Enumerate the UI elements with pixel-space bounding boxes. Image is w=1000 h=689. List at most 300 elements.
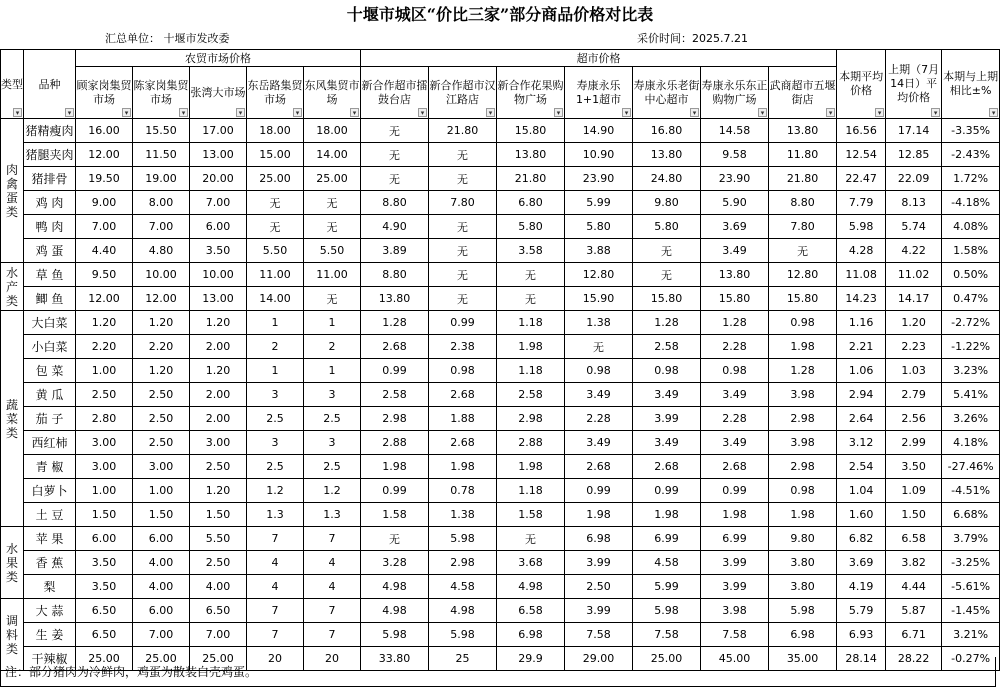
price-cell: 6.58 — [497, 599, 565, 623]
prev-price-cell: 1.09 — [886, 479, 942, 503]
price-cell: 1.00 — [133, 479, 190, 503]
filter-dropdown-icon[interactable]: ▾ — [293, 108, 302, 117]
item-name-cell: 鲫 鱼 — [24, 287, 76, 311]
change-cell: 4.18% — [942, 431, 1000, 455]
category-cell — [1, 527, 24, 599]
price-cell: 7.00 — [190, 191, 247, 215]
price-cell: 2.98 — [497, 407, 565, 431]
price-cell: 5.98 — [769, 599, 837, 623]
header-market-label: 东岳路集贸市场 — [247, 78, 303, 106]
price-cell: 1.20 — [190, 311, 247, 335]
price-cell: 2.68 — [701, 455, 769, 479]
price-cell: 0.99 — [361, 479, 429, 503]
price-cell: 1.98 — [565, 503, 633, 527]
change-cell: 1.72% — [942, 167, 1000, 191]
header-super-group: 超市价格 — [361, 50, 837, 67]
table-row — [1, 599, 1000, 623]
price-cell: 无 — [361, 119, 429, 143]
price-cell: 3.89 — [361, 239, 429, 263]
item-name-cell: 鸭 肉 — [24, 215, 76, 239]
prev-price-cell: 12.85 — [886, 143, 942, 167]
item-name-cell: 白萝卜 — [24, 479, 76, 503]
price-cell: 11.80 — [769, 143, 837, 167]
price-cell: 4 — [247, 551, 304, 575]
header-super-label: 寿康永乐老街中心超市 — [633, 78, 700, 106]
header-super-3[interactable] — [497, 67, 565, 119]
price-cell: 12.80 — [565, 263, 633, 287]
price-cell: 2.58 — [361, 383, 429, 407]
price-cell: 19.50 — [76, 167, 133, 191]
table-row — [1, 167, 1000, 191]
header-market-label: 张湾大市场 — [190, 85, 246, 99]
header-category[interactable] — [1, 50, 24, 119]
table-row — [1, 407, 1000, 431]
price-cell: 1.20 — [133, 359, 190, 383]
price-cell: 8.80 — [361, 191, 429, 215]
price-cell: 4.00 — [133, 551, 190, 575]
price-cell: 1.00 — [76, 479, 133, 503]
price-cell: 0.98 — [701, 359, 769, 383]
change-cell: 3.79% — [942, 527, 1000, 551]
price-cell: 15.90 — [565, 287, 633, 311]
header-market-label: 东风集贸市场 — [304, 78, 360, 106]
change-cell: 4.08% — [942, 215, 1000, 239]
price-comparison-table — [0, 49, 1000, 671]
price-cell: 2.5 — [304, 407, 361, 431]
header-market-2[interactable] — [133, 67, 190, 119]
price-cell: 5.80 — [633, 215, 701, 239]
price-cell: 3.99 — [565, 599, 633, 623]
header-prev[interactable] — [886, 50, 942, 119]
header-market-label: 陈家岗集贸市场 — [133, 78, 189, 106]
price-cell: 15.80 — [701, 287, 769, 311]
prev-price-cell: 11.02 — [886, 263, 942, 287]
avg-price-cell: 3.12 — [837, 431, 886, 455]
header-avg[interactable] — [837, 50, 886, 119]
price-cell: 7.58 — [633, 623, 701, 647]
price-cell: 5.50 — [247, 239, 304, 263]
header-change-label: 本期与上期相比±% — [943, 70, 999, 97]
price-cell: 7 — [304, 527, 361, 551]
filter-dropdown-icon[interactable]: ▾ — [350, 108, 359, 117]
price-cell: 3.49 — [633, 431, 701, 455]
price-cell: 无 — [429, 167, 497, 191]
table-row — [1, 455, 1000, 479]
price-cell: 12.00 — [76, 143, 133, 167]
filter-dropdown-icon[interactable]: ▾ — [826, 108, 835, 117]
price-cell: 无 — [429, 263, 497, 287]
price-cell: 3.99 — [565, 551, 633, 575]
header-market-5[interactable] — [304, 67, 361, 119]
price-cell: 25.00 — [133, 647, 190, 671]
price-cell: 5.99 — [565, 191, 633, 215]
price-cell: 2.98 — [361, 407, 429, 431]
price-cell: 10.00 — [133, 263, 190, 287]
price-cell: 4.00 — [190, 575, 247, 599]
price-cell: 2.00 — [190, 383, 247, 407]
price-cell: 3.50 — [76, 575, 133, 599]
price-cell: 2.88 — [361, 431, 429, 455]
price-cell: 3.98 — [769, 431, 837, 455]
table-row — [1, 575, 1000, 599]
price-cell: 4.98 — [361, 575, 429, 599]
price-cell: 0.99 — [429, 311, 497, 335]
prev-price-cell: 3.82 — [886, 551, 942, 575]
price-cell: 6.00 — [190, 215, 247, 239]
table-row — [1, 503, 1000, 527]
item-name-cell: 包 菜 — [24, 359, 76, 383]
price-cell: 25.00 — [76, 647, 133, 671]
price-cell: 6.99 — [701, 527, 769, 551]
price-cell: 1.98 — [633, 503, 701, 527]
table-row — [1, 311, 1000, 335]
prev-price-cell: 14.17 — [886, 287, 942, 311]
price-cell: 无 — [497, 263, 565, 287]
header-super-6[interactable] — [701, 67, 769, 119]
item-name-cell: 香 蕉 — [24, 551, 76, 575]
filter-dropdown-icon[interactable]: ▾ — [622, 108, 631, 117]
header-category-label: 类型 — [1, 78, 23, 91]
price-cell: 21.80 — [769, 167, 837, 191]
price-cell: 16.00 — [76, 119, 133, 143]
price-cell: 0.98 — [633, 359, 701, 383]
price-cell: 2.50 — [565, 575, 633, 599]
price-cell: 7.00 — [133, 215, 190, 239]
price-cell: 18.00 — [304, 119, 361, 143]
price-cell: 6.00 — [133, 527, 190, 551]
item-name-cell: 土 豆 — [24, 503, 76, 527]
item-name-cell: 小白菜 — [24, 335, 76, 359]
price-cell: 无 — [565, 335, 633, 359]
price-cell: 5.80 — [497, 215, 565, 239]
change-cell: -3.25% — [942, 551, 1000, 575]
price-cell: 1.50 — [133, 503, 190, 527]
header-market-4[interactable] — [247, 67, 304, 119]
table-row — [1, 527, 1000, 551]
price-cell: 14.90 — [565, 119, 633, 143]
price-cell: 1.3 — [247, 503, 304, 527]
price-cell: 无 — [429, 287, 497, 311]
price-cell: 1.98 — [769, 335, 837, 359]
price-cell: 0.99 — [565, 479, 633, 503]
filter-dropdown-icon[interactable]: ▾ — [875, 108, 884, 117]
price-cell: 3.49 — [701, 383, 769, 407]
price-cell: 0.98 — [769, 479, 837, 503]
table-row — [1, 215, 1000, 239]
table-row — [1, 383, 1000, 407]
price-cell: 2.50 — [76, 383, 133, 407]
item-name-cell: 生 姜 — [24, 623, 76, 647]
change-cell: -1.45% — [942, 599, 1000, 623]
price-cell: 29.00 — [565, 647, 633, 671]
price-cell: 1.2 — [304, 479, 361, 503]
filter-dropdown-icon[interactable]: ▾ — [179, 108, 188, 117]
avg-price-cell: 2.64 — [837, 407, 886, 431]
price-cell: 8.00 — [133, 191, 190, 215]
price-cell: 2.98 — [769, 455, 837, 479]
filter-dropdown-icon[interactable]: ▾ — [486, 108, 495, 117]
price-cell: 6.98 — [565, 527, 633, 551]
header-super-label: 寿康永乐1+1超市 — [575, 78, 622, 106]
price-cell: 2.88 — [497, 431, 565, 455]
price-cell: 4.98 — [497, 575, 565, 599]
price-cell: 18.00 — [247, 119, 304, 143]
price-cell: 15.80 — [769, 287, 837, 311]
item-name-cell: 草 鱼 — [24, 263, 76, 287]
avg-price-cell: 22.47 — [837, 167, 886, 191]
change-cell: 3.23% — [942, 359, 1000, 383]
item-name-cell: 大白菜 — [24, 311, 76, 335]
prev-price-cell: 22.09 — [886, 167, 942, 191]
price-cell: 0.99 — [633, 479, 701, 503]
price-cell: 33.80 — [361, 647, 429, 671]
price-cell: 无 — [429, 215, 497, 239]
prev-price-cell: 6.58 — [886, 527, 942, 551]
change-cell: -0.27% — [942, 647, 1000, 671]
price-cell: 11.00 — [247, 263, 304, 287]
prev-price-cell: 2.23 — [886, 335, 942, 359]
avg-price-cell: 4.19 — [837, 575, 886, 599]
price-cell: 9.80 — [769, 527, 837, 551]
item-name-cell: 猪精瘦肉 — [24, 119, 76, 143]
price-cell: 15.80 — [497, 119, 565, 143]
filter-dropdown-icon[interactable]: ▾ — [236, 108, 245, 117]
item-name-cell: 鸡 肉 — [24, 191, 76, 215]
header-market-3[interactable] — [190, 67, 247, 119]
change-cell: -1.22% — [942, 335, 1000, 359]
price-cell: 7.58 — [701, 623, 769, 647]
price-cell: 25 — [429, 647, 497, 671]
category-label: 水果类 — [6, 541, 19, 584]
item-name-cell: 青 椒 — [24, 455, 76, 479]
header-super-5[interactable] — [633, 67, 701, 119]
filter-dropdown-icon[interactable]: ▾ — [418, 108, 427, 117]
price-cell: 3.99 — [701, 575, 769, 599]
price-cell: 3.99 — [701, 551, 769, 575]
price-cell: 7 — [247, 599, 304, 623]
prev-price-cell: 4.22 — [886, 239, 942, 263]
change-cell: -2.43% — [942, 143, 1000, 167]
price-cell: 12.80 — [769, 263, 837, 287]
header-market-group: 农贸市场价格 — [76, 50, 361, 67]
table-row — [1, 359, 1000, 383]
price-cell: 2.58 — [497, 383, 565, 407]
price-cell: 10.00 — [190, 263, 247, 287]
price-cell: 1.98 — [769, 503, 837, 527]
price-cell: 1.88 — [429, 407, 497, 431]
price-cell: 2.00 — [190, 407, 247, 431]
price-cell: 6.98 — [769, 623, 837, 647]
price-cell: 7 — [247, 623, 304, 647]
header-super-7[interactable] — [769, 67, 837, 119]
header-market-1[interactable] — [76, 67, 133, 119]
filter-dropdown-icon[interactable]: ▾ — [758, 108, 767, 117]
table-row — [1, 551, 1000, 575]
prev-price-cell: 1.20 — [886, 311, 942, 335]
item-name-cell: 干辣椒 — [24, 647, 76, 671]
price-cell: 7 — [247, 527, 304, 551]
item-name-cell: 茄 子 — [24, 407, 76, 431]
price-cell: 4.58 — [429, 575, 497, 599]
prev-price-cell: 1.50 — [886, 503, 942, 527]
price-cell: 1.20 — [133, 311, 190, 335]
price-cell: 2.50 — [190, 455, 247, 479]
price-cell: 5.98 — [429, 623, 497, 647]
filter-dropdown-icon[interactable]: ▾ — [122, 108, 131, 117]
table-row — [1, 191, 1000, 215]
price-cell: 0.98 — [429, 359, 497, 383]
price-cell: 5.98 — [429, 527, 497, 551]
price-cell: 3.49 — [565, 431, 633, 455]
price-cell: 无 — [361, 527, 429, 551]
price-cell: 1.50 — [190, 503, 247, 527]
price-cell: 3.88 — [565, 239, 633, 263]
filter-dropdown-icon[interactable]: ▾ — [989, 108, 998, 117]
item-name-cell: 鸡 蛋 — [24, 239, 76, 263]
price-cell: 7.00 — [190, 623, 247, 647]
price-cell: 1.20 — [190, 359, 247, 383]
price-cell: 6.50 — [76, 599, 133, 623]
price-cell: 23.90 — [701, 167, 769, 191]
price-cell: 无 — [497, 287, 565, 311]
price-cell: 无 — [633, 239, 701, 263]
price-cell: 1.2 — [247, 479, 304, 503]
price-cell: 5.50 — [190, 527, 247, 551]
header-item[interactable] — [24, 50, 76, 119]
price-cell: 20 — [247, 647, 304, 671]
header-super-2[interactable] — [429, 67, 497, 119]
prev-price-cell: 2.99 — [886, 431, 942, 455]
price-cell: 无 — [304, 215, 361, 239]
header-super-1[interactable] — [361, 67, 429, 119]
price-cell: 7.80 — [769, 215, 837, 239]
price-cell: 23.90 — [565, 167, 633, 191]
prev-price-cell: 3.50 — [886, 455, 942, 479]
price-cell: 2.38 — [429, 335, 497, 359]
price-cell: 3 — [247, 383, 304, 407]
price-cell: 0.99 — [701, 479, 769, 503]
table-row — [1, 239, 1000, 263]
price-cell: 1 — [247, 359, 304, 383]
price-cell: 4.00 — [133, 575, 190, 599]
price-cell: 2.68 — [633, 455, 701, 479]
price-cell: 2.50 — [133, 383, 190, 407]
price-cell: 1.18 — [497, 359, 565, 383]
table-row — [1, 287, 1000, 311]
price-cell: 无 — [361, 167, 429, 191]
price-cell: 2.68 — [429, 383, 497, 407]
price-cell: 4.80 — [133, 239, 190, 263]
price-cell: 13.00 — [190, 287, 247, 311]
price-cell: 无 — [247, 215, 304, 239]
price-cell: 1.28 — [633, 311, 701, 335]
avg-price-cell: 2.54 — [837, 455, 886, 479]
price-cell: 1.98 — [497, 455, 565, 479]
price-cell: 1.50 — [76, 503, 133, 527]
avg-price-cell: 6.82 — [837, 527, 886, 551]
prev-price-cell: 28.22 — [886, 647, 942, 671]
avg-price-cell: 5.98 — [837, 215, 886, 239]
change-cell: -4.51% — [942, 479, 1000, 503]
change-cell: -3.35% — [942, 119, 1000, 143]
price-cell: 2.28 — [701, 407, 769, 431]
filter-dropdown-icon[interactable]: ▾ — [554, 108, 563, 117]
table-row — [1, 119, 1000, 143]
footnote: 注：部分猪肉为冷鲜肉，鸡蛋为散装白壳鸡蛋。 — [0, 657, 996, 687]
price-cell: 14.58 — [701, 119, 769, 143]
price-cell: 13.80 — [633, 143, 701, 167]
change-cell: 1.58% — [942, 239, 1000, 263]
price-cell: 3.00 — [190, 431, 247, 455]
price-cell: 14.00 — [247, 287, 304, 311]
price-cell: 3.49 — [565, 383, 633, 407]
category-label: 水产类 — [6, 265, 19, 308]
price-cell: 2.5 — [304, 455, 361, 479]
header-super-4[interactable] — [565, 67, 633, 119]
price-cell: 6.50 — [76, 623, 133, 647]
price-cell: 6.00 — [76, 527, 133, 551]
change-cell: -5.61% — [942, 575, 1000, 599]
avg-price-cell: 2.94 — [837, 383, 886, 407]
price-cell: 0.99 — [361, 359, 429, 383]
filter-dropdown-icon[interactable]: ▾ — [13, 108, 22, 117]
price-cell: 14.00 — [304, 143, 361, 167]
price-cell: 6.00 — [133, 599, 190, 623]
price-cell: 10.90 — [565, 143, 633, 167]
price-cell: 3.50 — [76, 551, 133, 575]
header-super-label: 新合作超市擂鼓台店 — [361, 78, 428, 106]
price-cell: 无 — [361, 143, 429, 167]
price-cell: 无 — [247, 191, 304, 215]
price-cell: 1.28 — [361, 311, 429, 335]
prev-price-cell: 8.13 — [886, 191, 942, 215]
price-cell: 6.80 — [497, 191, 565, 215]
filter-dropdown-icon[interactable]: ▾ — [65, 108, 74, 117]
price-cell: 25.00 — [190, 647, 247, 671]
price-cell: 1.38 — [565, 311, 633, 335]
avg-price-cell: 1.04 — [837, 479, 886, 503]
price-cell: 无 — [497, 527, 565, 551]
avg-price-cell: 6.93 — [837, 623, 886, 647]
table-row — [1, 479, 1000, 503]
price-cell: 5.99 — [633, 575, 701, 599]
price-cell: 3.80 — [769, 575, 837, 599]
page-title: 十堰市城区“价比三家”部分商品价格对比表 — [346, 5, 654, 24]
price-cell: 5.80 — [565, 215, 633, 239]
price-cell: 无 — [429, 143, 497, 167]
avg-price-cell: 14.23 — [837, 287, 886, 311]
prev-price-cell: 17.14 — [886, 119, 942, 143]
price-cell: 5.90 — [701, 191, 769, 215]
item-name-cell: 猪排骨 — [24, 167, 76, 191]
price-cell: 1.20 — [76, 311, 133, 335]
filter-dropdown-icon[interactable]: ▾ — [690, 108, 699, 117]
header-change[interactable] — [942, 50, 1000, 119]
price-cell: 2.98 — [429, 551, 497, 575]
price-cell: 1 — [247, 311, 304, 335]
price-cell: 3 — [304, 383, 361, 407]
filter-dropdown-icon[interactable]: ▾ — [931, 108, 940, 117]
price-cell: 25.00 — [247, 167, 304, 191]
category-label: 蔬菜类 — [6, 397, 19, 440]
price-cell: 7.00 — [133, 623, 190, 647]
price-cell: 29.9 — [497, 647, 565, 671]
price-cell: 12.00 — [133, 287, 190, 311]
price-cell: 8.80 — [361, 263, 429, 287]
price-cell: 3.49 — [701, 431, 769, 455]
category-cell — [1, 119, 24, 263]
price-cell: 4.58 — [633, 551, 701, 575]
